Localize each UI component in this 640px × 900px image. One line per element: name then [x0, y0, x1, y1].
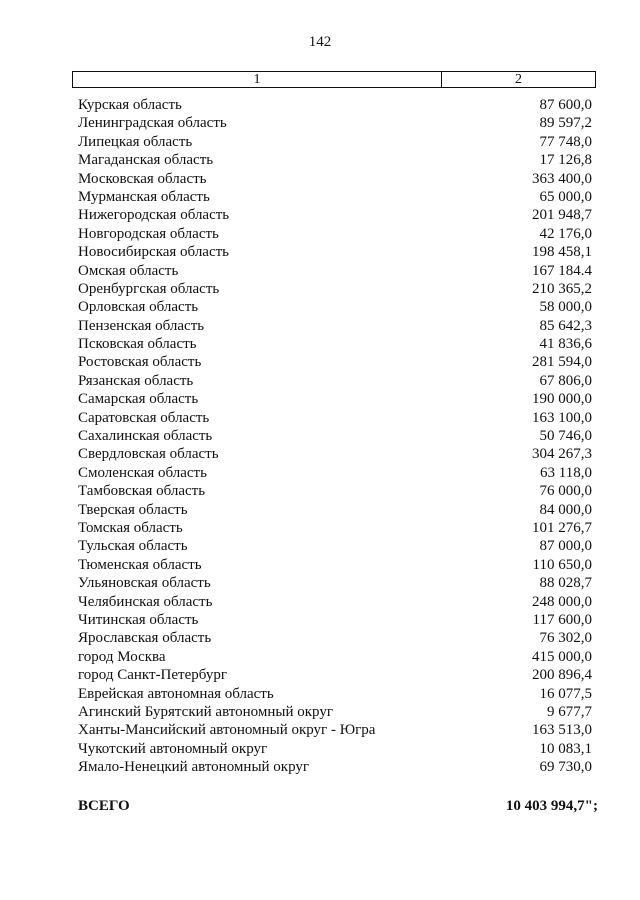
table-header: [72, 71, 596, 88]
region-name: Тамбовская область: [78, 483, 206, 500]
region-name: Ямало-Ненецкий автономный округ: [78, 759, 310, 776]
region-name: Смоленская область: [78, 464, 207, 481]
table-row: [78, 353, 592, 371]
total-row: [78, 797, 598, 815]
region-value: 88 028,7: [539, 575, 592, 592]
region-value: 248 000,0: [532, 593, 592, 610]
table-row: [78, 537, 592, 555]
table-row: [78, 409, 592, 427]
region-name: Саратовская область: [78, 409, 210, 426]
table-row: [78, 114, 592, 132]
region-value: 415 000,0: [532, 648, 592, 665]
table-row: [78, 445, 592, 463]
region-value: 85 642,3: [539, 317, 592, 334]
region-name: Рязанская область: [78, 372, 194, 389]
region-name: Орловская область: [78, 299, 199, 316]
region-name: Ярославская область: [78, 630, 212, 647]
region-value: 198 458,1: [532, 244, 592, 261]
region-value: 50 746,0: [539, 428, 592, 445]
table-row: [78, 317, 592, 335]
table-row: [78, 721, 592, 739]
table-row: [78, 556, 592, 574]
region-name: Псковская область: [78, 336, 197, 353]
region-value: 363 400,0: [532, 170, 592, 187]
table-row: [78, 648, 592, 666]
region-name: Омская область: [78, 262, 179, 279]
region-name: Новгородская область: [78, 225, 219, 242]
region-value: 167 184.4: [532, 262, 592, 279]
region-value: 17 126,8: [539, 152, 592, 169]
region-name: Томская область: [78, 519, 183, 536]
table-row: [78, 427, 592, 445]
table-row: [78, 225, 592, 243]
table-row: [78, 685, 592, 703]
region-name: Пензенская область: [78, 317, 205, 334]
region-name: Московская область: [78, 170, 207, 187]
region-name: Липецкая область: [78, 133, 193, 150]
region-name: город Москва: [78, 648, 166, 665]
region-value: 58 000,0: [539, 299, 592, 316]
region-name: Челябинская область: [78, 593, 213, 610]
region-value: 77 748,0: [539, 133, 592, 150]
total-value: 10 403 994,7";: [505, 798, 598, 814]
table-row: [78, 262, 592, 280]
region-name: Чукотский автономный округ: [78, 740, 268, 757]
table-row: [78, 501, 592, 519]
region-name: Тверская область: [78, 501, 188, 518]
total-label: ВСЕГО: [78, 798, 130, 814]
region-value: 304 267,3: [532, 446, 592, 463]
region-name: Ульяновская область: [78, 575, 211, 592]
table-row: [78, 482, 592, 500]
region-name: Курская область: [78, 97, 182, 113]
region-name: Магаданская область: [78, 152, 214, 169]
table-row: [78, 593, 592, 611]
page-number: 142: [308, 34, 332, 50]
table-row: [78, 206, 592, 224]
region-value: 281 594,0: [532, 354, 592, 371]
region-value: 67 806,0: [539, 372, 592, 389]
region-value: 201 948,7: [532, 207, 592, 224]
region-value: 65 000,0: [539, 188, 592, 205]
table-row: [78, 298, 592, 316]
region-name: Агинский Бурятский автономный округ: [78, 703, 333, 720]
table-row: [78, 519, 592, 537]
region-value: 10 083,1: [539, 740, 592, 757]
table-row: [78, 390, 592, 408]
column-header-1: 1: [73, 72, 442, 87]
region-name: Нижегородская область: [78, 207, 230, 224]
region-value: 210 365,2: [532, 280, 592, 297]
table-row: [78, 188, 592, 206]
table-row: [78, 611, 592, 629]
table-row: [78, 758, 592, 776]
table-row: [78, 151, 592, 169]
table-row: [78, 280, 592, 298]
region-value: 110 650,0: [532, 556, 592, 573]
table-row: [78, 574, 592, 592]
table-row: [78, 335, 592, 353]
region-name: Ханты-Мансийский автономный округ - Югра: [78, 722, 376, 739]
table-row: [78, 133, 592, 151]
table-row: [78, 96, 592, 114]
region-name: Еврейская автономная область: [78, 685, 274, 702]
region-name: Самарская область: [78, 391, 199, 408]
region-value: 163 100,0: [532, 409, 592, 426]
region-name: Читинская область: [78, 611, 199, 628]
region-value: 76 302,0: [539, 630, 592, 647]
region-name: Ленинградская область: [78, 115, 227, 132]
region-value: 76 000,0: [539, 483, 592, 500]
region-value: 16 077,5: [539, 685, 592, 702]
region-name: город Санкт-Петербург: [78, 667, 227, 684]
table-row: [78, 464, 592, 482]
region-value: 84 000,0: [539, 501, 592, 518]
region-name: Оренбургская область: [78, 280, 220, 297]
table-row: [78, 629, 592, 647]
region-name: Тульская область: [78, 538, 188, 555]
region-value: 190 000,0: [532, 391, 592, 408]
region-value: 42 176,0: [539, 225, 592, 242]
region-value: 200 896,4: [532, 667, 592, 684]
column-header-2: 2: [515, 72, 522, 87]
region-value: 87 600,0: [539, 97, 592, 113]
table-row: [78, 666, 592, 684]
region-name: Ростовская область: [78, 354, 202, 371]
region-name: Новосибирская область: [78, 244, 230, 261]
table-row: [78, 372, 592, 390]
region-value: 41 836,6: [539, 336, 592, 353]
region-value: 117 600,0: [532, 611, 592, 628]
region-name: Тюменская область: [78, 556, 202, 573]
region-name: Сахалинская область: [78, 428, 213, 445]
region-value: 89 597,2: [539, 115, 592, 132]
table-row: [78, 243, 592, 261]
region-value: 9 677,7: [547, 703, 592, 720]
region-value: 69 730,0: [539, 759, 592, 776]
region-value: 87 000,0: [539, 538, 592, 555]
region-list: [78, 96, 592, 776]
region-name: Мурманская область: [78, 188, 210, 205]
region-value: 101 276,7: [532, 519, 592, 536]
table-row: [78, 740, 592, 758]
region-value: 63 118,0: [540, 464, 592, 481]
table-row: [78, 703, 592, 721]
region-name: Свердловская область: [78, 446, 219, 463]
table-row: [78, 170, 592, 188]
region-value: 163 513,0: [532, 722, 592, 739]
